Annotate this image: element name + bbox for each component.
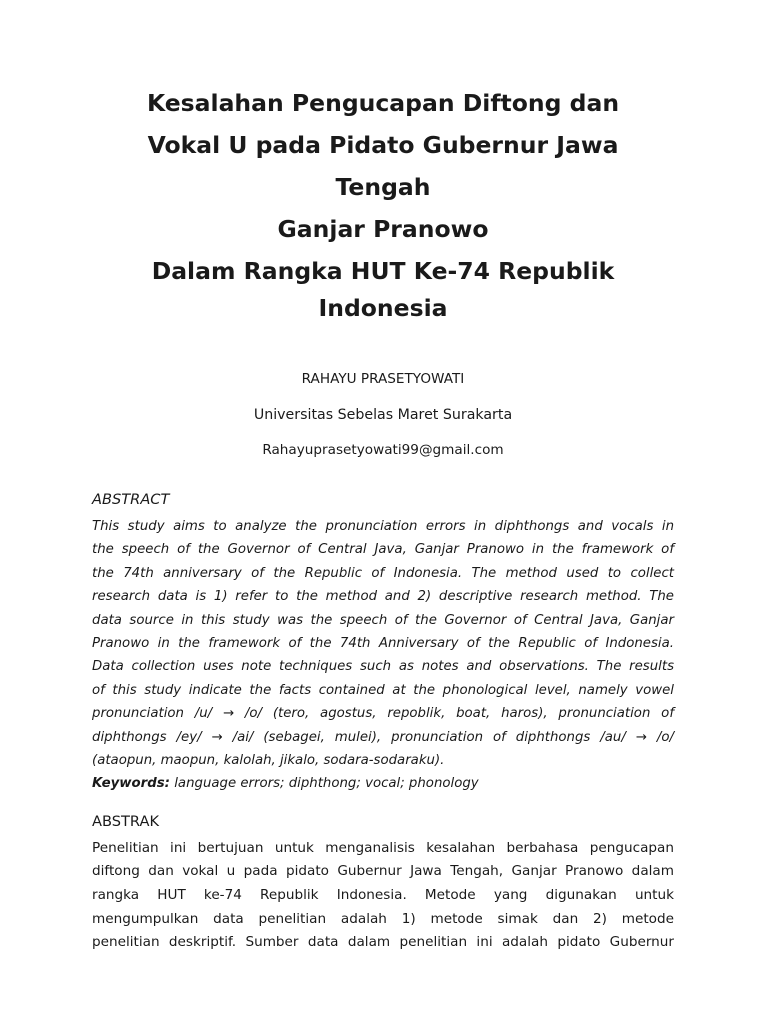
abstract-line: research data is 1) refer to the method and 2) descriptive research method. The — [92, 589, 674, 605]
title-line: Tengah — [335, 173, 431, 201]
abstrak-line: Penelitian ini bertujuan untuk menganalisis kesalahan berbahasa pengucapan — [92, 839, 674, 856]
author-block — [92, 370, 674, 459]
author-email: Rahayuprasetyowati99@gmail.com — [262, 442, 504, 458]
abstrak-heading: ABSTRAK — [92, 812, 160, 830]
keywords-list: language errors; diphthong; vocal; phonology — [174, 776, 479, 792]
author-affiliation: Universitas Sebelas Maret Surakarta — [253, 407, 513, 423]
abstract-indonesian — [92, 813, 674, 955]
abstract-line: This study aims to analyze the pronunciation errors in diphthongs and vocals in — [92, 519, 674, 534]
keywords-label: Keywords: — [92, 776, 170, 792]
title-line: Indonesia — [318, 294, 448, 322]
abstract-heading: ABSTRACT — [92, 491, 170, 508]
abstrak-line: rangka HUT ke-74 Republik Indonesia. Metode yang digunakan untuk — [92, 887, 674, 904]
keywords — [92, 772, 674, 795]
author-name: RAHAYU PRASETYOWATI — [301, 371, 465, 387]
paper-title — [92, 82, 674, 324]
abstract-line: Data collection uses note techniques such as notes and observations. The results — [92, 659, 674, 675]
abstract-line: the speech of the Governor of Central Java, Ganjar Pranowo in the framework of — [92, 542, 674, 558]
abstract-line: diphthongs /ey/ → /ai/ (sebagei, mulei), pronunciation of diphthongs /au/ → /o/ — [92, 729, 674, 745]
abstrak-line: penelitian deskriptif. Sumber data dalam penelitian ini adalah pidato Gubernur — [92, 934, 674, 951]
title-line: Ganjar Pranowo — [277, 215, 489, 243]
abstract-line: pronunciation /u/ → /o/ (tero, agostus, repoblik, boat, haros), pronunciation of — [92, 706, 674, 722]
title-line: Vokal U pada Pidato Gubernur Jawa — [147, 131, 619, 159]
abstract-line: the 74th anniversary of the Republic of Indonesia. The method used to collect — [92, 565, 674, 581]
abstract-line: data source in this study was the speech of the Governor of Central Java, Ganjar — [92, 612, 674, 628]
title-line: Kesalahan Pengucapan Diftong dan — [146, 89, 620, 117]
abstract-line: Pranowo in the framework of the 74th Anniversary of the Republic of Indonesia. — [92, 636, 674, 652]
title-line: Dalam Rangka HUT Ke-74 Republik — [151, 257, 615, 285]
abstrak-body — [92, 837, 674, 955]
abstract-line: of this study indicate the facts contained at the phonological level, namely vowel — [92, 682, 674, 698]
abstrak-line: mengumpulkan data penelitian adalah 1) metode simak dan 2) metode — [92, 910, 674, 927]
abstract-body — [92, 515, 674, 772]
abstrak-line: diftong dan vokal u pada pidato Gubernur Jawa Tengah, Ganjar Pranowo dalam — [92, 863, 674, 880]
abstract-english — [92, 491, 674, 796]
abstract-line: (ataopun, maopun, kalolah, jikalo, sodara-sodaraku). — [92, 753, 445, 769]
